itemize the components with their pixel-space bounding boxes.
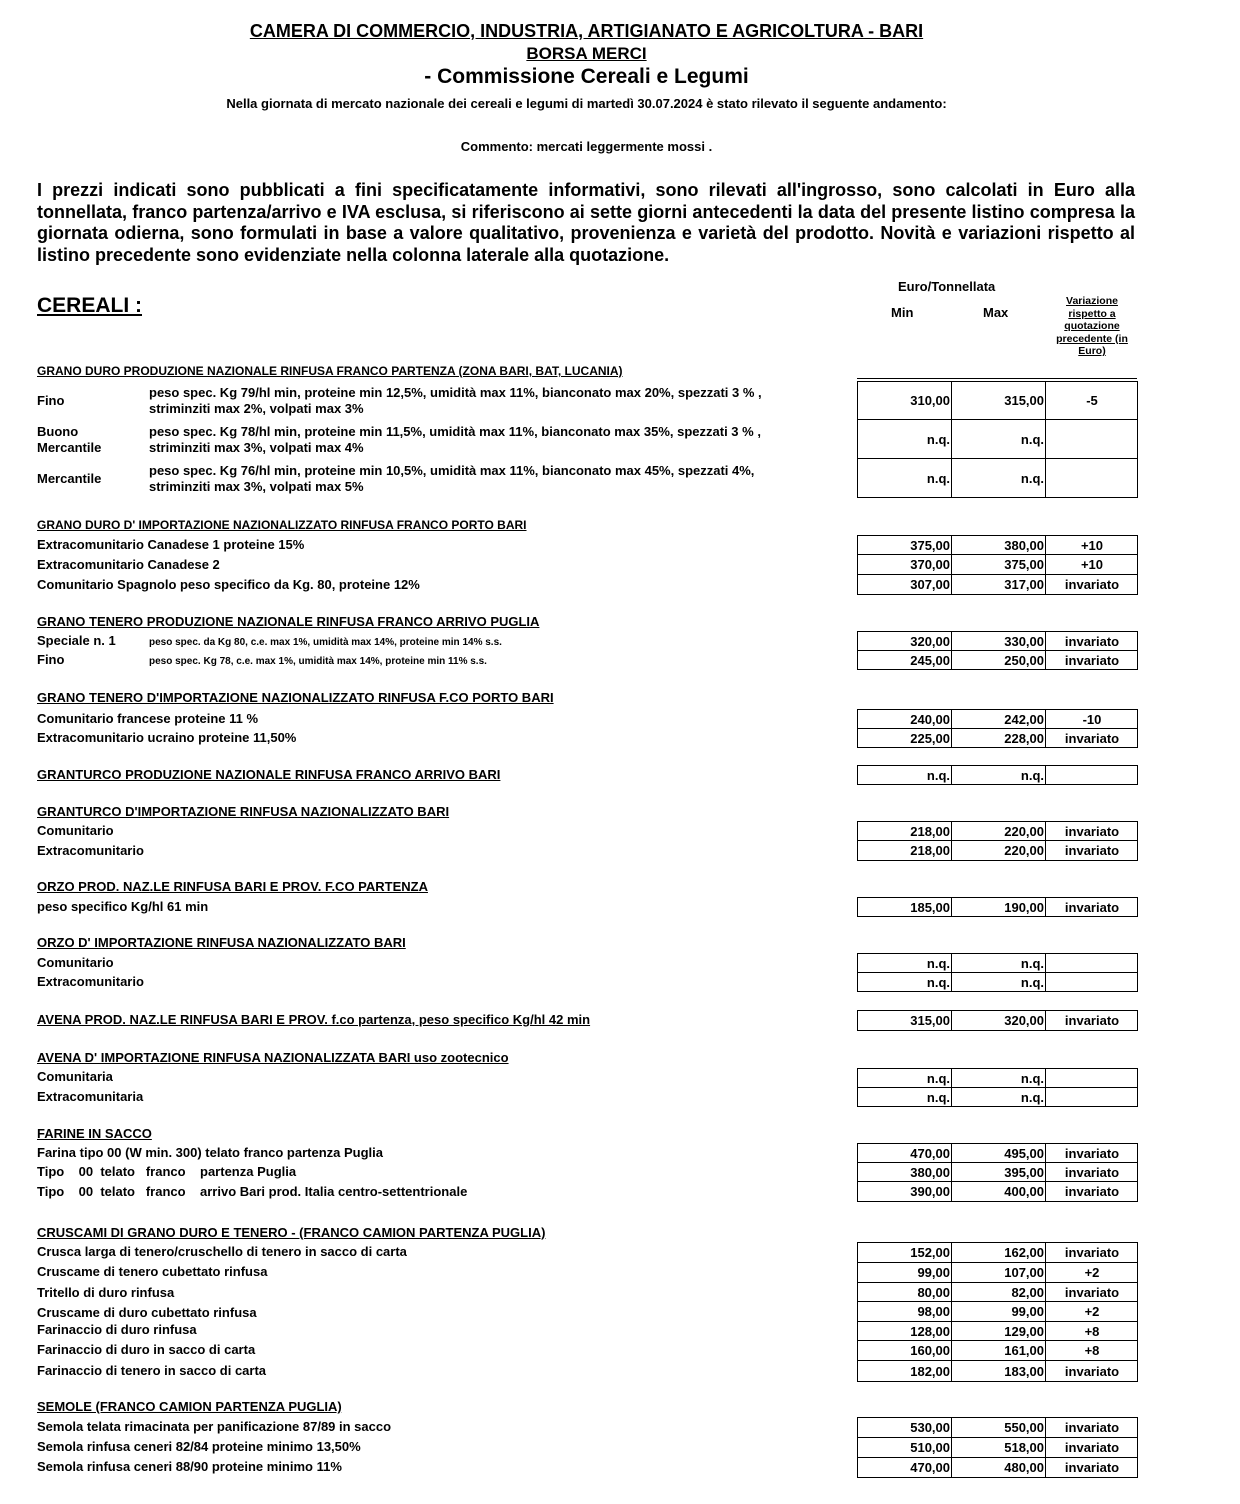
min-price: 310,00 xyxy=(858,382,952,419)
row-label: Crusca larga di tenero/cruschello di tenero in sacco di carta xyxy=(37,1244,407,1259)
min-price: 185,00 xyxy=(858,898,952,916)
max-price: 315,00 xyxy=(952,382,1046,419)
max-price: 330,00 xyxy=(952,632,1046,650)
section-title: GRANTURCO D'IMPORTAZIONE RINFUSA NAZIONALIZZATO BARI xyxy=(37,804,450,819)
price-row xyxy=(857,1340,1138,1361)
max-price: 220,00 xyxy=(952,841,1046,860)
row-label: Extracomunitario xyxy=(37,843,144,858)
row-description-line: striminziti max 3%, volpati max 4% xyxy=(149,440,364,455)
row-label: Tipo 00 telato franco arrivo Bari prod. Italia centro-settentrionale xyxy=(37,1184,468,1199)
min-price: 380,00 xyxy=(858,1163,952,1181)
max-price: 228,00 xyxy=(952,729,1046,747)
row-label: Farinaccio di duro in sacco di carta xyxy=(37,1342,256,1357)
unit-header: Euro/Tonnellata xyxy=(898,279,996,294)
min-price: n.q. xyxy=(858,1088,952,1106)
max-price: n.q. xyxy=(952,954,1046,972)
commission-title: - Commissione Cereali e Legumi xyxy=(424,65,749,88)
min-price: 370,00 xyxy=(858,555,952,574)
price-variation: +10 xyxy=(1080,557,1104,572)
price-row xyxy=(857,419,1138,459)
row-label: Comunitario francese proteine 11 % xyxy=(37,711,259,726)
min-price: 320,00 xyxy=(858,632,952,650)
row-label: Farinaccio di duro rinfusa xyxy=(37,1322,197,1337)
price-variation: -10 xyxy=(1082,711,1102,727)
price-variation: -5 xyxy=(1086,393,1098,408)
max-price: 395,00 xyxy=(952,1163,1046,1181)
min-price: 218,00 xyxy=(858,822,952,840)
section-title: CRUSCAMI DI GRANO DURO E TENERO - (FRANCO CAMION PARTENZA PUGLIA) xyxy=(37,1225,546,1240)
price-variation: invariato xyxy=(1064,843,1120,858)
price-row xyxy=(857,458,1138,498)
row-label: Comunitario xyxy=(37,955,114,970)
min-price: n.q. xyxy=(858,973,952,991)
max-price: n.q. xyxy=(952,459,1046,497)
row-label: Comunitaria xyxy=(37,1069,113,1084)
row-label: Extracomunitaria xyxy=(37,1089,144,1104)
row-label: Extracomunitario xyxy=(37,974,144,989)
min-price: 182,00 xyxy=(858,1361,952,1381)
price-variation xyxy=(1046,459,1138,497)
price-variation: invariato xyxy=(1064,1145,1120,1161)
price-row xyxy=(857,1301,1138,1322)
row-label: Extracomunitario ucraino proteine 11,50% xyxy=(37,730,297,745)
max-price: 518,00 xyxy=(952,1438,1046,1457)
price-row xyxy=(857,821,1138,841)
max-price: 242,00 xyxy=(952,710,1046,728)
max-price: 107,00 xyxy=(952,1263,1046,1282)
price-row xyxy=(857,631,1138,651)
min-price: 218,00 xyxy=(858,841,952,860)
price-variation: +8 xyxy=(1084,1343,1100,1358)
max-price: 161,00 xyxy=(952,1341,1046,1360)
price-variation: +8 xyxy=(1084,1323,1100,1339)
max-price: n.q. xyxy=(952,420,1046,458)
price-row xyxy=(857,897,1138,917)
price-row xyxy=(857,1010,1138,1031)
row-label: Mercantile xyxy=(37,471,102,486)
section-title: SEMOLE (FRANCO CAMION PARTENZA PUGLIA) xyxy=(37,1399,342,1414)
row-description-line: striminziti max 3%, volpati max 5% xyxy=(149,479,364,494)
min-price: 315,00 xyxy=(858,1011,952,1030)
row-description-line: peso spec. Kg 78/hl min, proteine min 11,5%, umidità max 11%, bianconato max 35%, spezzati 3 % , xyxy=(149,424,761,439)
price-row xyxy=(857,381,1138,420)
row-label-line: Buono xyxy=(37,424,79,439)
max-price: 190,00 xyxy=(952,898,1046,916)
min-price: 530,00 xyxy=(858,1418,952,1437)
price-row xyxy=(857,953,1138,973)
price-variation: invariato xyxy=(1064,1460,1120,1475)
min-price: n.q. xyxy=(858,766,952,784)
row-label: Cruscame di tenero cubettato rinfusa xyxy=(37,1264,268,1279)
section-title: GRANO DURO PRODUZIONE NAZIONALE RINFUSA FRANCO PARTENZA (ZONA BARI, BAT, LUCANIA) xyxy=(37,364,623,378)
price-row xyxy=(857,574,1138,595)
price-row xyxy=(857,1321,1138,1341)
max-price: 495,00 xyxy=(952,1144,1046,1162)
row-label: Fino xyxy=(37,652,65,667)
price-row xyxy=(857,1068,1138,1088)
price-variation: invariato xyxy=(1064,1363,1120,1379)
row-label: Semola rinfusa ceneri 82/84 proteine minimo 13,50% xyxy=(37,1439,361,1454)
max-price: 480,00 xyxy=(952,1458,1046,1477)
price-variation xyxy=(1046,1088,1138,1106)
price-variation xyxy=(1046,973,1138,991)
max-price: 550,00 xyxy=(952,1418,1046,1437)
section-title: AVENA PROD. NAZ.LE RINFUSA BARI E PROV. f.co partenza, peso specifico Kg/hl 42 min xyxy=(37,1012,591,1027)
section-title: ORZO D' IMPORTAZIONE RINFUSA NAZIONALIZZATO BARI xyxy=(37,935,406,950)
section-title: GRANO TENERO D'IMPORTAZIONE NAZIONALIZZATO RINFUSA F.CO PORTO BARI xyxy=(37,690,554,705)
row-label: Tipo 00 telato franco partenza Puglia xyxy=(37,1164,297,1179)
max-price: n.q. xyxy=(952,766,1046,784)
price-row xyxy=(857,1417,1138,1438)
min-price: 152,00 xyxy=(858,1243,952,1262)
price-row xyxy=(857,1437,1138,1458)
borsa-title: BORSA MERCI xyxy=(526,44,647,63)
row-label xyxy=(37,424,101,456)
row-label-line: Mercantile xyxy=(37,440,102,455)
price-variation xyxy=(1046,954,1138,972)
row-label: peso specifico Kg/hl 61 min xyxy=(37,899,209,914)
max-price: 400,00 xyxy=(952,1182,1046,1201)
row-description-line: peso spec. Kg 76/hl min, proteine min 10,5%, umidità max 11%, bianconato max 45%, spezzati 4%, xyxy=(149,463,755,478)
min-price: 225,00 xyxy=(858,729,952,747)
max-price: 82,00 xyxy=(952,1283,1046,1301)
price-variation: invariato xyxy=(1064,1013,1120,1028)
max-price: 380,00 xyxy=(952,536,1046,554)
row-label: Cruscame di duro cubettato rinfusa xyxy=(37,1305,257,1320)
price-variation: invariato xyxy=(1064,1440,1120,1455)
max-price: n.q. xyxy=(952,1069,1046,1087)
price-row xyxy=(857,840,1138,861)
price-row xyxy=(857,1143,1138,1163)
disclaimer: I prezzi indicati sono pubblicati a fini specificatamente informativi, sono rilevati all'ingrosso, sono calcolati in Euro alla tonnellata, franco partenza/arrivo e IVA esclusa, si riferiscono ai sette giorni antecedenti la data del presente listino compresa la giornata odierna, sono formulati in base a valore qualitativo, provenienza e varietà del prodotto. Novità e variazioni rispetto al listino precedente sono evidenziate nella colonna laterale alla quotazione. xyxy=(37,180,1135,265)
min-price: 160,00 xyxy=(858,1341,952,1360)
row-description-line: peso spec. Kg 79/hl min, proteine min 12,5%, umidità max 11%, bianconato max 20%, spezzati 3 % , xyxy=(149,385,762,400)
price-row xyxy=(857,765,1138,785)
min-price: n.q. xyxy=(858,420,952,458)
price-variation xyxy=(1046,1069,1138,1087)
row-label: Semola rinfusa ceneri 88/90 proteine minimo 11% xyxy=(37,1459,342,1474)
price-variation: invariato xyxy=(1064,730,1120,746)
min-price: 470,00 xyxy=(858,1144,952,1162)
max-price: 317,00 xyxy=(952,575,1046,594)
section-title: FARINE IN SACCO xyxy=(37,1126,152,1141)
row-description xyxy=(149,385,762,417)
price-row xyxy=(857,554,1138,575)
min-price: 98,00 xyxy=(858,1302,952,1321)
price-variation: invariato xyxy=(1064,1245,1120,1260)
row-label: Extracomunitario Canadese 2 xyxy=(37,557,220,572)
price-variation: invariato xyxy=(1064,1420,1120,1435)
price-row xyxy=(857,1162,1138,1182)
price-variation: +2 xyxy=(1084,1304,1100,1319)
section-title: GRANTURCO PRODUZIONE NAZIONALE RINFUSA FRANCO ARRIVO BARI xyxy=(37,767,501,782)
max-price: 99,00 xyxy=(952,1302,1046,1321)
price-variation: +10 xyxy=(1080,537,1104,553)
max-price: 129,00 xyxy=(952,1322,1046,1340)
min-price: 128,00 xyxy=(858,1322,952,1340)
max-price: n.q. xyxy=(952,973,1046,991)
row-label: Farina tipo 00 (W min. 300) telato franco partenza Puglia xyxy=(37,1145,384,1160)
max-price: 162,00 xyxy=(952,1243,1046,1262)
max-price: 320,00 xyxy=(952,1011,1046,1030)
section-title: ORZO PROD. NAZ.LE RINFUSA BARI E PROV. F.CO PARTENZA xyxy=(37,879,428,894)
price-variation: invariato xyxy=(1064,1164,1120,1180)
price-row xyxy=(857,1262,1138,1283)
min-price: 240,00 xyxy=(858,710,952,728)
max-price: 220,00 xyxy=(952,822,1046,840)
price-row xyxy=(857,728,1138,748)
section-title: GRANO DURO D' IMPORTAZIONE NAZIONALIZZATO RINFUSA FRANCO PORTO BARI xyxy=(37,518,527,532)
row-description: peso spec. da Kg 80, c.e. max 1%, umidità max 14%, proteine min 14% s.s. xyxy=(149,637,502,648)
price-row xyxy=(857,1457,1138,1478)
min-price: 245,00 xyxy=(858,651,952,669)
price-row xyxy=(857,650,1138,670)
chamber-title: CAMERA DI COMMERCIO, INDUSTRIA, ARTIGIANATO E AGRICOLTURA - BARI xyxy=(249,21,924,41)
min-price: 375,00 xyxy=(858,536,952,554)
price-row xyxy=(857,972,1138,992)
price-variation: +2 xyxy=(1084,1265,1100,1280)
market-intro: Nella giornata di mercato nazionale dei cereali e legumi di martedì 30.07.2024 è stato rilevato il seguente andamento: xyxy=(226,96,947,111)
price-variation: invariato xyxy=(1064,823,1120,839)
row-label: Extracomunitario Canadese 1 proteine 15% xyxy=(37,537,305,552)
price-row xyxy=(857,1087,1138,1107)
min-header: Min xyxy=(891,305,914,320)
price-row xyxy=(857,1282,1138,1302)
min-price: 470,00 xyxy=(858,1458,952,1477)
price-variation xyxy=(1046,420,1138,458)
row-description xyxy=(149,424,761,456)
divider xyxy=(857,378,1137,379)
price-variation: invariato xyxy=(1064,1284,1120,1300)
min-price: n.q. xyxy=(858,1069,952,1087)
row-description xyxy=(149,463,754,495)
price-row xyxy=(857,1360,1138,1382)
section-title: AVENA D' IMPORTAZIONE RINFUSA NAZIONALIZZATA BARI uso zootecnico xyxy=(37,1050,509,1065)
max-price: 183,00 xyxy=(952,1361,1046,1381)
price-variation: invariato xyxy=(1064,633,1120,649)
row-label: Semola telata rimacinata per panificazione 87/89 in sacco xyxy=(37,1419,392,1434)
row-label: Comunitario Spagnolo peso specifico da Kg. 80, proteine 12% xyxy=(37,577,420,592)
price-row xyxy=(857,709,1138,729)
min-price: 307,00 xyxy=(858,575,952,594)
min-price: 80,00 xyxy=(858,1283,952,1301)
price-row xyxy=(857,1181,1138,1202)
row-description: peso spec. Kg 78, c.e. max 1%, umidità max 14%, proteine min 11% s.s. xyxy=(149,656,487,667)
price-row xyxy=(857,1242,1138,1263)
section-title: GRANO TENERO PRODUZIONE NAZIONALE RINFUSA FRANCO ARRIVO PUGLIA xyxy=(37,614,540,629)
price-variation: invariato xyxy=(1064,577,1120,592)
min-price: 510,00 xyxy=(858,1438,952,1457)
max-price: 250,00 xyxy=(952,651,1046,669)
price-variation: invariato xyxy=(1064,652,1120,668)
min-price: 390,00 xyxy=(858,1182,952,1201)
max-price: n.q. xyxy=(952,1088,1046,1106)
row-label: Speciale n. 1 xyxy=(37,633,116,648)
variation-header: Variazione rispetto a quotazione precedente (in Euro) xyxy=(1056,295,1128,357)
price-row xyxy=(857,535,1138,555)
price-variation: invariato xyxy=(1064,1184,1120,1199)
row-label: Tritello di duro rinfusa xyxy=(37,1285,175,1300)
min-price: 99,00 xyxy=(858,1263,952,1282)
row-label: Comunitario xyxy=(37,823,114,838)
price-variation xyxy=(1046,766,1138,784)
min-price: n.q. xyxy=(858,459,952,497)
max-price: 375,00 xyxy=(952,555,1046,574)
min-price: n.q. xyxy=(858,954,952,972)
cereali-title: CEREALI : xyxy=(37,294,142,317)
market-comment: Commento: mercati leggermente mossi . xyxy=(460,139,713,154)
row-description-line: striminziti max 2%, volpati max 3% xyxy=(149,401,364,416)
max-header: Max xyxy=(983,305,1009,320)
row-label: Fino xyxy=(37,393,65,408)
price-variation: invariato xyxy=(1064,899,1120,915)
row-label: Farinaccio di tenero in sacco di carta xyxy=(37,1363,267,1378)
